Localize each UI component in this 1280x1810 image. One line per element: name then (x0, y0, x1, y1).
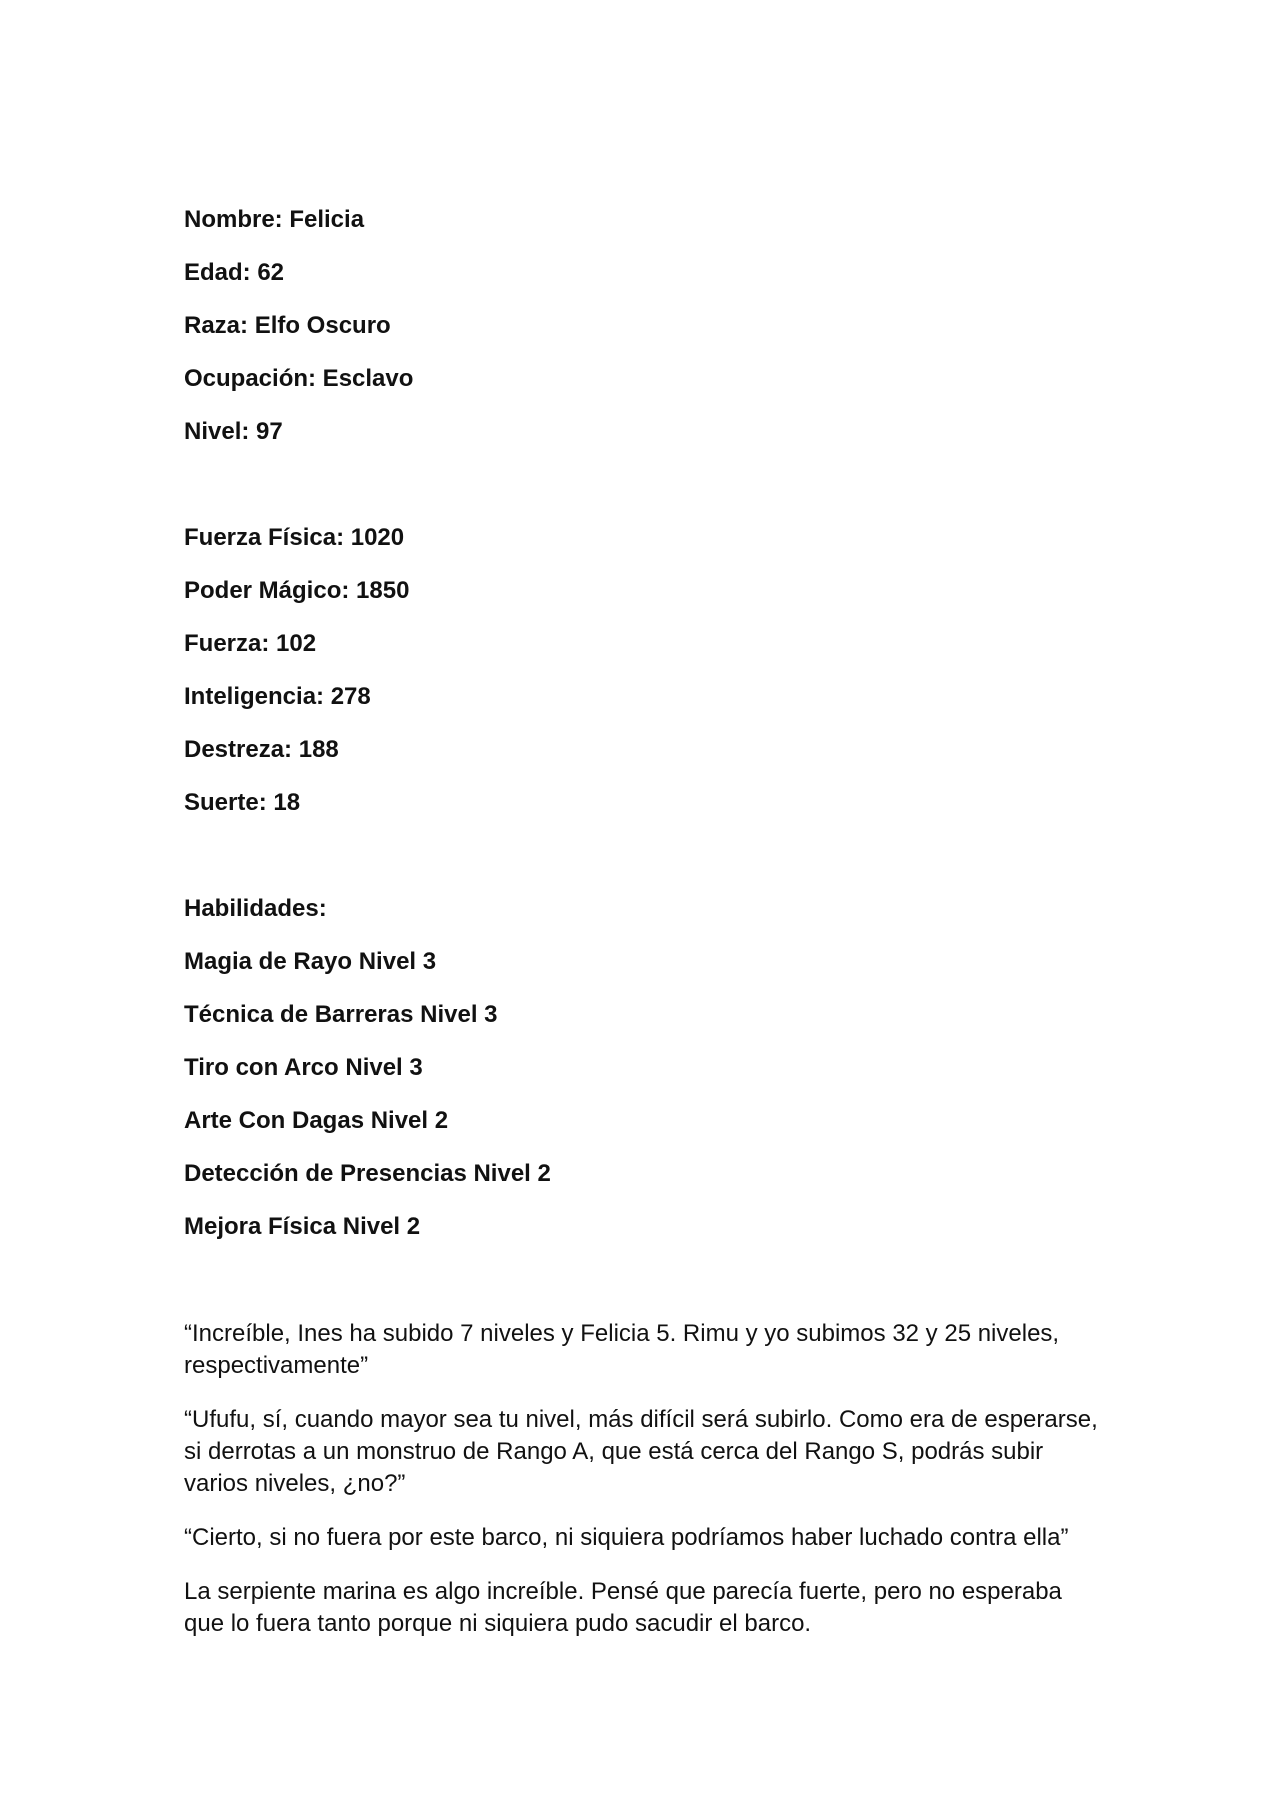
level-line: Nivel: 97 (184, 418, 283, 445)
narration-paragraph: La serpiente marina es algo increíble. Pensé que parecía fuerte, pero no esperaba que lo fuera tanto porque ni siquiera pudo sacudir el barco. (184, 1578, 1062, 1637)
magic-power-line: Poder Mágico: 1850 (184, 577, 410, 604)
luck-line: Suerte: 18 (184, 789, 301, 816)
stats-section (184, 524, 1104, 842)
occupation-line: Ocupación: Esclavo (184, 365, 414, 392)
skill-item: Técnica de Barreras Nivel 3 (184, 1001, 498, 1028)
skill-item: Arte Con Dagas Nivel 2 (184, 1107, 449, 1134)
skills-section (184, 895, 1104, 1266)
race-line: Raza: Elfo Oscuro (184, 312, 391, 339)
dialogue-paragraph: “Ufufu, sí, cuando mayor sea tu nivel, más difícil será subirlo. Como era de esperarse, si derrotas a un monstruo de Rango A, que está cerca del Rango S, podrás subir varios niveles, ¿no?” (184, 1406, 1098, 1497)
dialogue-paragraph: “Cierto, si no fuera por este barco, ni siquiera podríamos haber luchado contra ella” (184, 1524, 1069, 1551)
dexterity-line: Destreza: 188 (184, 736, 339, 763)
skill-item: Detección de Presencias Nivel 2 (184, 1160, 551, 1187)
strength-line: Fuerza: 102 (184, 630, 317, 657)
profile-section (184, 206, 1104, 471)
skill-item: Magia de Rayo Nivel 3 (184, 948, 437, 975)
intelligence-line: Inteligencia: 278 (184, 683, 371, 710)
skill-item: Tiro con Arco Nivel 3 (184, 1054, 423, 1081)
narrative-section (184, 1318, 1104, 1662)
physical-strength-line: Fuerza Física: 1020 (184, 524, 405, 551)
skills-heading: Habilidades: (184, 895, 327, 922)
age-line: Edad: 62 (184, 259, 285, 286)
name-line: Nombre: Felicia (184, 206, 365, 233)
skill-item: Mejora Física Nivel 2 (184, 1213, 421, 1240)
dialogue-paragraph: “Increíble, Ines ha subido 7 niveles y Felicia 5. Rimu y yo subimos 32 y 25 niveles, respectivamente” (184, 1320, 1060, 1379)
